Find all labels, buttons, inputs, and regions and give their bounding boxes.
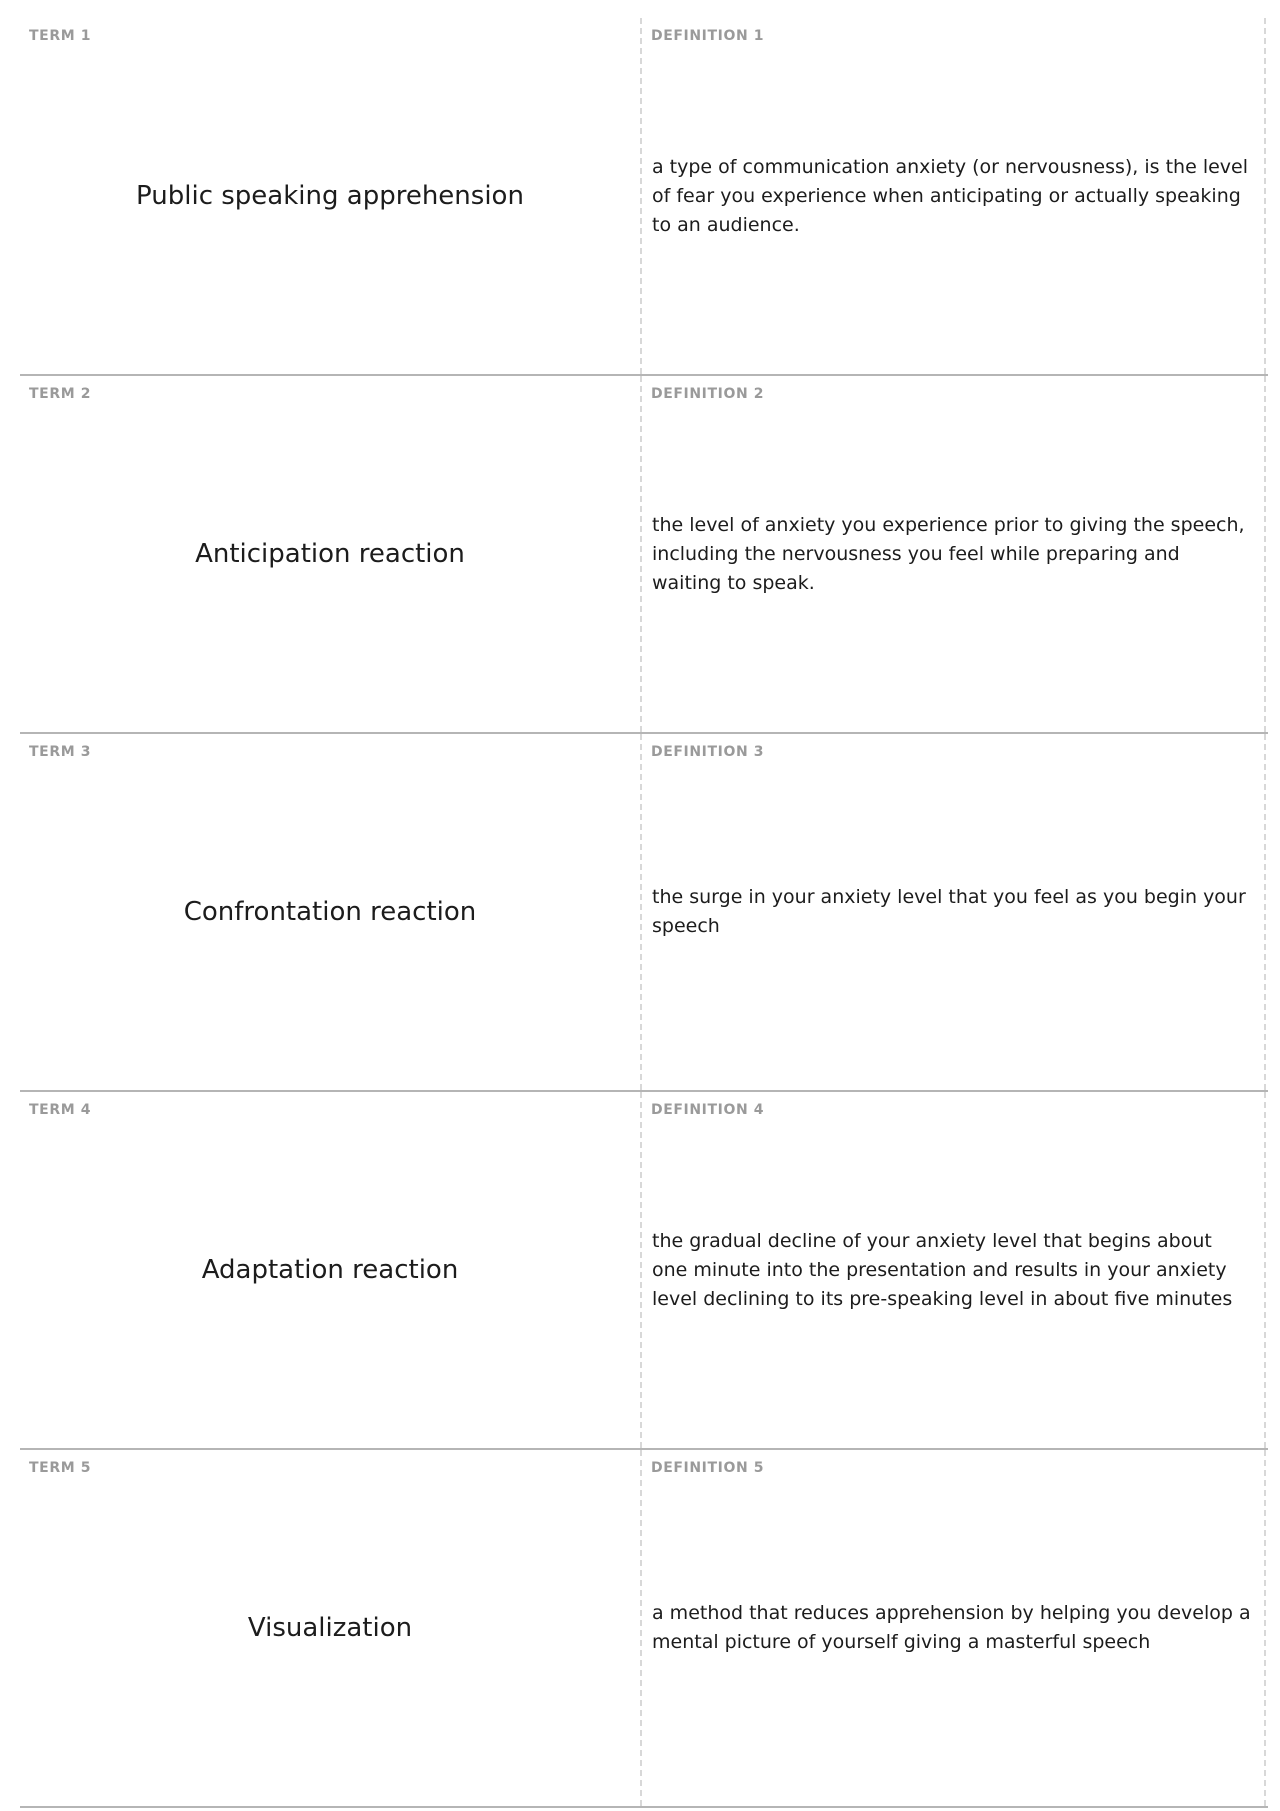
definition-cell <box>642 376 1266 732</box>
definition-cell <box>642 18 1266 374</box>
definition-label: DEFINITION 2 <box>651 386 765 402</box>
flashcard-row <box>20 1450 1268 1808</box>
definition-text: a method that reduces apprehension by helping you develop a mental picture of yourself giving a masterful speech <box>652 1602 1251 1653</box>
term-cell <box>20 734 642 1090</box>
term-text: Confrontation reaction <box>183 897 477 927</box>
term-label: TERM 3 <box>29 744 92 760</box>
definition-cell <box>642 1450 1266 1806</box>
term-cell <box>20 1450 642 1806</box>
definition-label: DEFINITION 1 <box>651 28 765 44</box>
definition-cell <box>642 1092 1266 1448</box>
term-text: Visualization <box>247 1613 413 1643</box>
term-cell <box>20 376 642 732</box>
term-label: TERM 4 <box>29 1102 92 1118</box>
definition-text: a type of communication anxiety (or nervousness), is the level of fear you experience when anticipating or actually speaking to an audience. <box>652 155 1249 236</box>
flashcard-row <box>20 1092 1268 1450</box>
definition-label: DEFINITION 3 <box>651 744 765 760</box>
definition-text: the level of anxiety you experience prior to giving the speech, including the nervousness you feel while preparing and waiting to speak. <box>652 513 1245 594</box>
term-cell <box>20 1092 642 1448</box>
flashcard-row <box>20 18 1268 376</box>
definition-text: the surge in your anxiety level that you feel as you begin your speech <box>652 886 1246 937</box>
term-text: Anticipation reaction <box>195 539 465 569</box>
term-cell <box>20 18 642 374</box>
definition-label: DEFINITION 5 <box>651 1460 765 1476</box>
definition-label: DEFINITION 4 <box>651 1102 765 1118</box>
definition-text: the gradual decline of your anxiety level that begins about one minute into the presentation and results in your anxiety level declining to its pre-speaking level in about five minutes <box>652 1229 1233 1310</box>
term-label: TERM 1 <box>29 28 92 44</box>
term-text: Public speaking apprehension <box>136 181 524 211</box>
term-label: TERM 5 <box>29 1460 92 1476</box>
term-label: TERM 2 <box>29 386 92 402</box>
flashcard-row <box>20 376 1268 734</box>
flashcard-sheet <box>20 18 1268 1801</box>
definition-cell <box>642 734 1266 1090</box>
flashcard-row <box>20 734 1268 1092</box>
term-text: Adaptation reaction <box>201 1255 459 1285</box>
